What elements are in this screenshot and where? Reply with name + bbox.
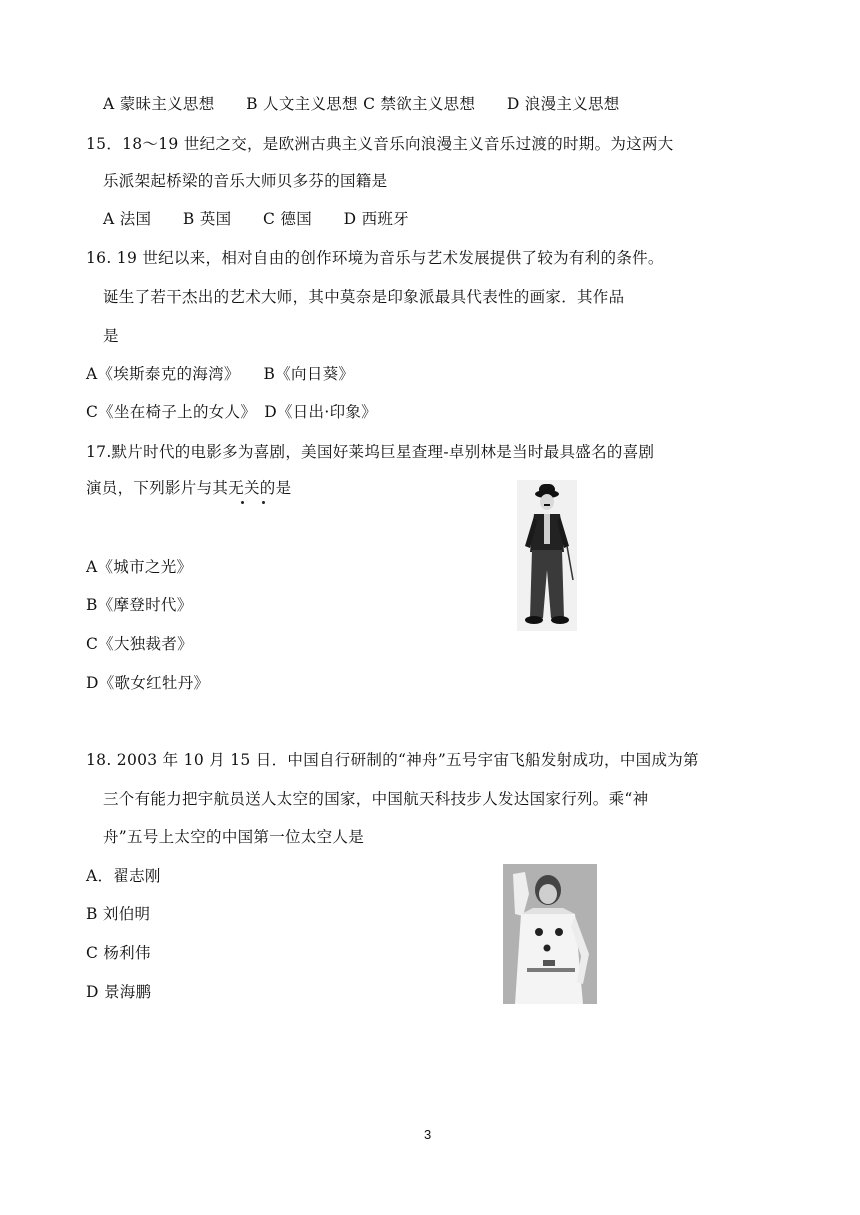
q14-options: A 蒙昧主义思想 B 人文主义思想 C 禁欲主义思想 D 浪漫主义思想 (103, 95, 620, 113)
q15-options: A 法国 B 英国 C 德国 D 西班牙 (103, 210, 409, 228)
q18-option-d: D 景海鹏 (86, 983, 152, 1001)
q16-stem-line3: 是 (103, 327, 119, 345)
q18-option-c: C 杨利伟 (86, 944, 151, 962)
emphasis-dot (262, 501, 265, 504)
q16-option-cd: C《坐在椅子上的女人》 D《日出·印象》 (86, 403, 377, 421)
q18-stem-line3: 舟”五号上太空的中国第一位太空人是 (103, 828, 365, 846)
q17-option-d: D《歌女红牡丹》 (86, 674, 210, 692)
q17-option-c: C《大独裁者》 (86, 635, 193, 653)
q18-option-b: B 刘伯明 (86, 905, 151, 923)
q16-stem-line1: 16. 19 世纪以来，相对自由的创作环境为音乐与艺术发展提供了较为有利的条件。 (86, 249, 664, 267)
q15-stem-line2: 乐派架起桥梁的音乐大师贝多芬的国籍是 (103, 172, 388, 190)
q16-option-ab: A《埃斯泰克的海湾》 B《向日葵》 (86, 365, 355, 383)
q15-stem-line1: 15．18～19 世纪之交，是欧洲古典主义音乐向浪漫主义音乐过渡的时期。为这两大 (86, 135, 674, 153)
q17-option-a: A《城市之光》 (86, 558, 193, 576)
q18-stem-line2: 三个有能力把宇航员送人太空的国家，中国航天科技步人发达国家行列。乘“神 (103, 790, 649, 808)
q16-stem-line2: 诞生了若干杰出的艺术大师，其中莫奈是印象派最具代表性的画家．其作品 (103, 288, 625, 306)
q17-option-b: B《摩登时代》 (86, 596, 193, 614)
emphasis-dot (241, 501, 244, 504)
q18-stem-line1: 18. 2003 年 10 月 15 日．中国自行研制的“神舟”五号宇宙飞船发射成功，中国成为第 (86, 751, 699, 769)
astronaut-photo (503, 864, 597, 1004)
page-number: 3 (424, 1127, 432, 1142)
q18-option-a: A．翟志刚 (86, 867, 161, 885)
q17-stem-line1: 17.默片时代的电影多为喜剧，美国好莱坞巨星查理-卓别林是当时最具盛名的喜剧 (86, 443, 655, 461)
q17-stem-line2: 演员，下列影片与其无关的是 (86, 479, 292, 497)
chaplin-photo (517, 480, 577, 631)
